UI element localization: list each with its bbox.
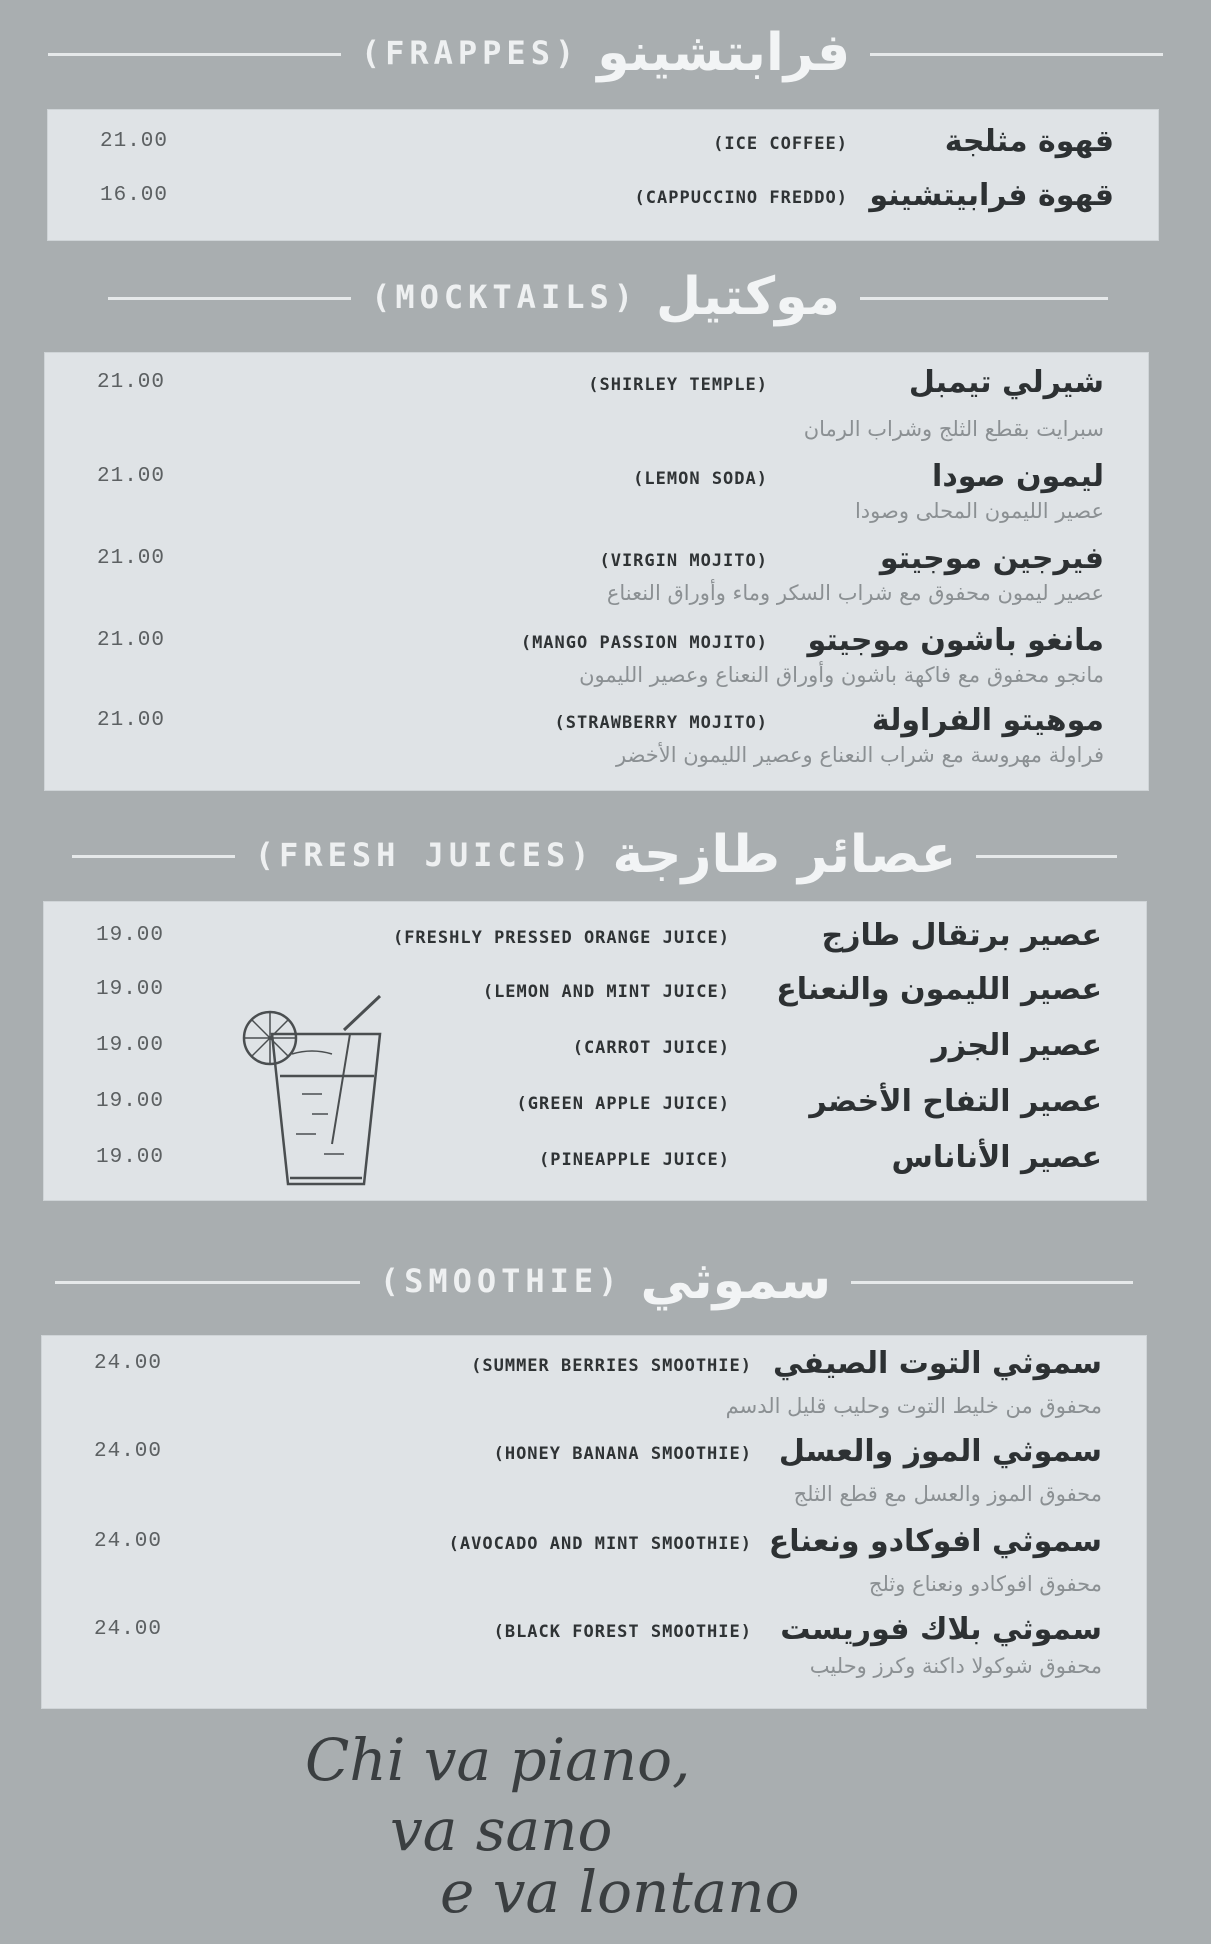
- section-title-ar: سموثي: [640, 1251, 832, 1311]
- item-name-en: (CARROT JUICE): [572, 1038, 730, 1058]
- item-name-en: (LEMON SODA): [633, 469, 768, 489]
- item-name-ar: عصير الجزر: [931, 1028, 1102, 1063]
- item-price: 21.00: [97, 629, 166, 652]
- item-price: 16.00: [100, 184, 169, 207]
- item-price: 21.00: [100, 130, 169, 153]
- quote-line-1: Chi va piano,: [305, 1726, 691, 1794]
- item-price: 21.00: [97, 465, 166, 488]
- section-header-fresh-juices: [0, 820, 1211, 890]
- section-header-frappes: [0, 18, 1211, 88]
- mocktails-panel: [45, 353, 1148, 790]
- item-name-ar: سموثي افوكادو ونعناع: [768, 1524, 1102, 1559]
- item-price: 19.00: [96, 924, 165, 947]
- item-description: محفوق من خليط التوت وحليب قليل الدسم: [725, 1394, 1102, 1418]
- item-price: 24.00: [94, 1618, 163, 1641]
- menu-item: [45, 541, 1148, 605]
- menu-item: [44, 1086, 1146, 1126]
- item-name-en: (VIRGIN MOJITO): [599, 551, 768, 571]
- menu-item: [44, 920, 1146, 960]
- item-name-ar: عصير التفاح الأخضر: [809, 1084, 1102, 1119]
- item-name-en: (AVOCADO AND MINT SMOOTHIE): [448, 1534, 752, 1554]
- quote-line-2: va sano: [390, 1796, 613, 1864]
- item-price: 24.00: [94, 1352, 163, 1375]
- juice-glass-icon: [232, 994, 402, 1194]
- menu-item: [45, 703, 1148, 767]
- quote-line-3: e va lontano: [440, 1858, 800, 1926]
- item-name-en: (MANGO PASSION MOJITO): [520, 633, 768, 653]
- juices-panel: [44, 902, 1146, 1200]
- item-price: 19.00: [96, 978, 165, 1001]
- item-description: فراولة مهروسة مع شراب النعناع وعصير الليمون الأخضر: [615, 743, 1104, 767]
- item-description: مانجو محفوق مع فاكهة باشون وأوراق النعناع وعصير الليمون: [579, 663, 1104, 687]
- item-name-ar: شيرلي تيمبل: [908, 365, 1104, 400]
- item-name-en: (SUMMER BERRIES SMOOTHIE): [471, 1356, 752, 1376]
- item-price: 19.00: [96, 1034, 165, 1057]
- section-title-ar: موكتيل: [656, 267, 840, 327]
- menu-item: [42, 1346, 1146, 1418]
- item-description: محفوق افوكادو ونعناع وثلج: [868, 1572, 1102, 1596]
- item-description: سبرايت بقطع الثلج وشراب الرمان: [803, 417, 1104, 441]
- menu-item: [42, 1612, 1146, 1678]
- section-title-ar: عصائر طازجة: [612, 825, 957, 885]
- item-description: عصير الليمون المحلى وصودا: [854, 499, 1104, 523]
- section-header-mocktails: [0, 262, 1211, 332]
- item-name-ar: سموثي التوت الصيفي: [773, 1346, 1102, 1381]
- item-name-ar: سموثي بلاك فوريست: [780, 1612, 1102, 1647]
- item-name-ar: مانغو باشون موجيتو: [807, 623, 1104, 658]
- menu-item: [45, 365, 1148, 441]
- item-name-en: (ICE COFFEE): [713, 134, 848, 154]
- section-header-smoothie: [0, 1246, 1211, 1316]
- item-description: محفوق الموز والعسل مع قطع الثلج: [793, 1482, 1102, 1506]
- menu-item: [42, 1524, 1146, 1596]
- item-name-ar: قهوة فرابيتشينو: [869, 178, 1114, 213]
- menu-item: [45, 459, 1148, 523]
- menu-item: [48, 126, 1158, 166]
- item-price: 19.00: [96, 1090, 165, 1113]
- item-name-en: (STRAWBERRY MOJITO): [554, 713, 768, 733]
- item-name-en: (SHIRLEY TEMPLE): [588, 375, 768, 395]
- item-name-ar: سموثي الموز والعسل: [778, 1434, 1102, 1469]
- item-name-en: (LEMON AND MINT JUICE): [482, 982, 730, 1002]
- section-title-en: (FRESH JUICES): [254, 836, 595, 874]
- item-name-ar: عصير برتقال طازج: [821, 918, 1102, 953]
- smoothie-panel: [42, 1336, 1146, 1708]
- item-price: 21.00: [97, 371, 166, 394]
- item-description: محفوق شوكولا داكنة وكرز وحليب: [809, 1654, 1102, 1678]
- menu-item: [44, 1142, 1146, 1182]
- item-description: عصير ليمون محفوق مع شراب السكر وماء وأوراق النعناع: [606, 581, 1104, 605]
- menu-item: [45, 623, 1148, 687]
- item-name-ar: فيرجين موجيتو: [879, 541, 1104, 576]
- item-name-ar: قهوة مثلجة: [944, 124, 1114, 159]
- menu-item: [42, 1434, 1146, 1506]
- section-title-en: (SMOOTHIE): [379, 1262, 623, 1300]
- frappes-panel: [48, 110, 1158, 240]
- item-price: 21.00: [97, 547, 166, 570]
- section-title-en: (FRAPPES): [360, 34, 580, 72]
- item-price: 21.00: [97, 709, 166, 732]
- section-title-en: (MOCKTAILS): [371, 278, 638, 316]
- item-price: 19.00: [96, 1146, 165, 1169]
- section-title-ar: فرابتشينو: [597, 23, 851, 83]
- menu-item: [48, 180, 1158, 220]
- item-name-en: (BLACK FOREST SMOOTHIE): [493, 1622, 752, 1642]
- item-name-en: (PINEAPPLE JUICE): [539, 1150, 730, 1170]
- item-name-ar: عصير الليمون والنعناع: [776, 972, 1102, 1007]
- item-name-en: (HONEY BANANA SMOOTHIE): [493, 1444, 752, 1464]
- item-name-ar: عصير الأناناس: [891, 1140, 1102, 1175]
- menu-item: [44, 974, 1146, 1014]
- item-name-en: (FRESHLY PRESSED ORANGE JUICE): [392, 928, 730, 948]
- item-price: 24.00: [94, 1440, 163, 1463]
- item-name-en: (GREEN APPLE JUICE): [516, 1094, 730, 1114]
- menu-item: [44, 1030, 1146, 1070]
- item-name-en: (CAPPUCCINO FREDDO): [634, 188, 848, 208]
- item-price: 24.00: [94, 1530, 163, 1553]
- item-name-ar: ليمون صودا: [932, 459, 1104, 494]
- item-name-ar: موهيتو الفراولة: [871, 703, 1104, 738]
